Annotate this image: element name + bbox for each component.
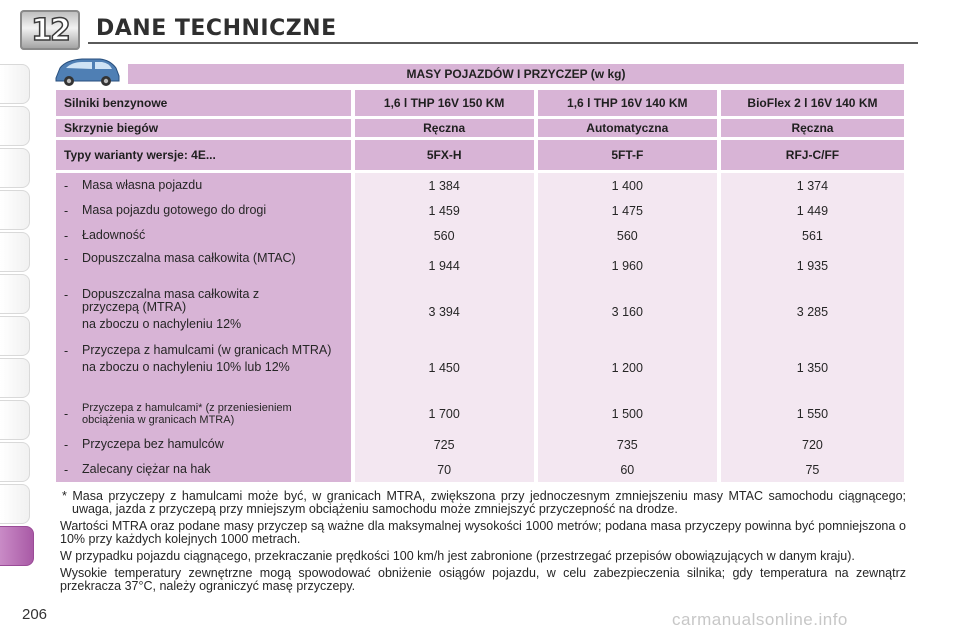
note-paragraph: W przypadku pojazdu ciągnącego, przekraczanie prędkości 100 km/h jest zabronione (przestrzegać przepisów obowiązujących w danym kraju). [60, 549, 855, 563]
table-cell: 1 400 [611, 178, 643, 193]
table-cell: 3 285 [796, 305, 829, 319]
page-title: DANE TECHNICZNE [96, 16, 337, 41]
table-cell: 1 475 [611, 203, 643, 218]
chapter-tab[interactable] [0, 106, 30, 146]
table-cell: 3 160 [611, 305, 643, 319]
chapter-tab[interactable] [0, 316, 30, 356]
notes [60, 490, 906, 597]
table-cell: 70 [437, 462, 452, 477]
car-icon [52, 54, 122, 88]
table-cell: 3 394 [428, 305, 460, 319]
table-cell: 1 960 [611, 259, 643, 273]
table-cell: 1 459 [428, 203, 460, 218]
chapter-tab[interactable] [0, 442, 30, 482]
chapter-tab[interactable] [0, 64, 30, 104]
value-column [538, 173, 717, 482]
gearbox-row [56, 119, 904, 137]
note-paragraph: Wysokie temperatury zewnętrzne mogą spowodować obniżenie osiągów pojazdu, w celu zabezpieczenia silnika; gdy temperatura na zewnątrz przekracza 37°C, należy ograniczyć masę przyczepy. [60, 566, 906, 593]
table-row-label: - Przyczepa bez hamulców [64, 437, 224, 452]
page-number: 206 [22, 606, 48, 623]
table-row-label: - Masa własna pojazdu [64, 178, 203, 193]
table-cell: 561 [802, 228, 823, 243]
gearbox-label: Skrzynie biegów [56, 119, 351, 137]
table-caption: MASY POJAZDÓW I PRZYCZEP (w kg) [128, 64, 904, 84]
value-column [721, 173, 904, 482]
header-divider [88, 42, 918, 44]
engine-cell: 1,6 l THP 16V 140 KM [538, 90, 717, 116]
table-cell: 1 944 [428, 259, 460, 273]
gearbox-cell: Automatyczna [538, 119, 717, 137]
chapter-tabs [0, 64, 36, 568]
types-row [56, 140, 904, 170]
table-row-label: - Masa pojazdu gotowego do drogi [64, 203, 267, 218]
table-row-label: - Dopuszczalna masa całkowita (MTAC) [64, 251, 296, 266]
table-row-label: - Przyczepa z hamulcami (w granicach MTRA) na zboczu o nachyleniu 10% lub 12% [64, 343, 332, 374]
type-cell: 5FX-H [355, 140, 534, 170]
table-cell: 735 [616, 437, 638, 452]
engine-cell: 1,6 l THP 16V 150 KM [355, 90, 534, 116]
chapter-tab[interactable] [0, 484, 30, 524]
table-cell: 1 374 [796, 178, 829, 193]
chapter-tab[interactable] [0, 190, 30, 230]
chapter-number: 12 [31, 13, 69, 48]
table-row-label: - Dopuszczalna masa całkowita z przyczepą (MTRA) na zboczu o nachyleniu 12% [64, 287, 260, 331]
engines-label: Silniki benzynowe [56, 90, 351, 116]
table-cell: 1 700 [428, 407, 460, 421]
value-column [355, 173, 534, 482]
table-cell: 1 500 [611, 407, 643, 421]
table-cell: 1 350 [796, 361, 829, 375]
table-cell: 720 [802, 437, 823, 452]
chapter-tab[interactable] [0, 358, 30, 398]
chapter-tab[interactable] [0, 148, 30, 188]
chapter-tab[interactable] [0, 400, 30, 440]
note-paragraph: Wartości MTRA oraz podane masy przyczep są ważne dla maksymalnej wysokości 1000 metrów; podana masa przyczepy powinna być pomniejszona o 10% przy każdych kolejnych 1000 metrach. [60, 519, 906, 546]
engine-cell: BioFlex 2 l 16V 140 KM [721, 90, 904, 116]
label-column [56, 173, 351, 482]
mass-table [56, 64, 904, 482]
table-body [56, 173, 904, 482]
table-row-label: - Zalecany ciężar na hak [64, 462, 211, 477]
table-cell: 725 [433, 437, 455, 452]
gearbox-cell: Ręczna [355, 119, 534, 137]
table-cell: 1 384 [428, 178, 460, 193]
table-row-label: - Ładowność [64, 228, 146, 243]
table-cell: 1 200 [611, 361, 643, 375]
chapter-tab[interactable] [0, 232, 30, 272]
table-row-label: - Przyczepa z hamulcami* (z przeniesieniem obciążenia w granicach MTRA) [64, 402, 292, 426]
table-cell: 75 [805, 462, 820, 477]
table-cell: 560 [433, 228, 455, 243]
table-cell: 1 550 [796, 407, 829, 421]
gearbox-cell: Ręczna [721, 119, 904, 137]
table-cell: 1 935 [796, 259, 829, 273]
type-cell: RFJ-C/FF [721, 140, 904, 170]
chapter-tab[interactable] [0, 274, 30, 314]
type-cell: 5FT-F [538, 140, 717, 170]
types-label: Typy warianty wersje: 4E... [56, 140, 351, 170]
table-cell: 1 450 [428, 361, 460, 375]
chapter-tab-active[interactable] [0, 526, 34, 566]
table-cell: 1 449 [796, 203, 829, 218]
footnote: * Masa przyczepy z hamulcami może być, w granicach MTRA, zwiększona przy jednoczesnym zmniejszeniu masy MTAC samochodu ciągnącego; uwaga, jazda z przyczepą przy mniejszym obciążeniu samochodu może zmniejszyć przyczepność na drodze. [62, 489, 906, 516]
chapter-badge [20, 10, 80, 50]
table-cell: 60 [620, 462, 635, 477]
watermark: carmanualsonline.info [672, 610, 848, 629]
table-cell: 560 [616, 228, 638, 243]
engines-row [56, 90, 904, 116]
